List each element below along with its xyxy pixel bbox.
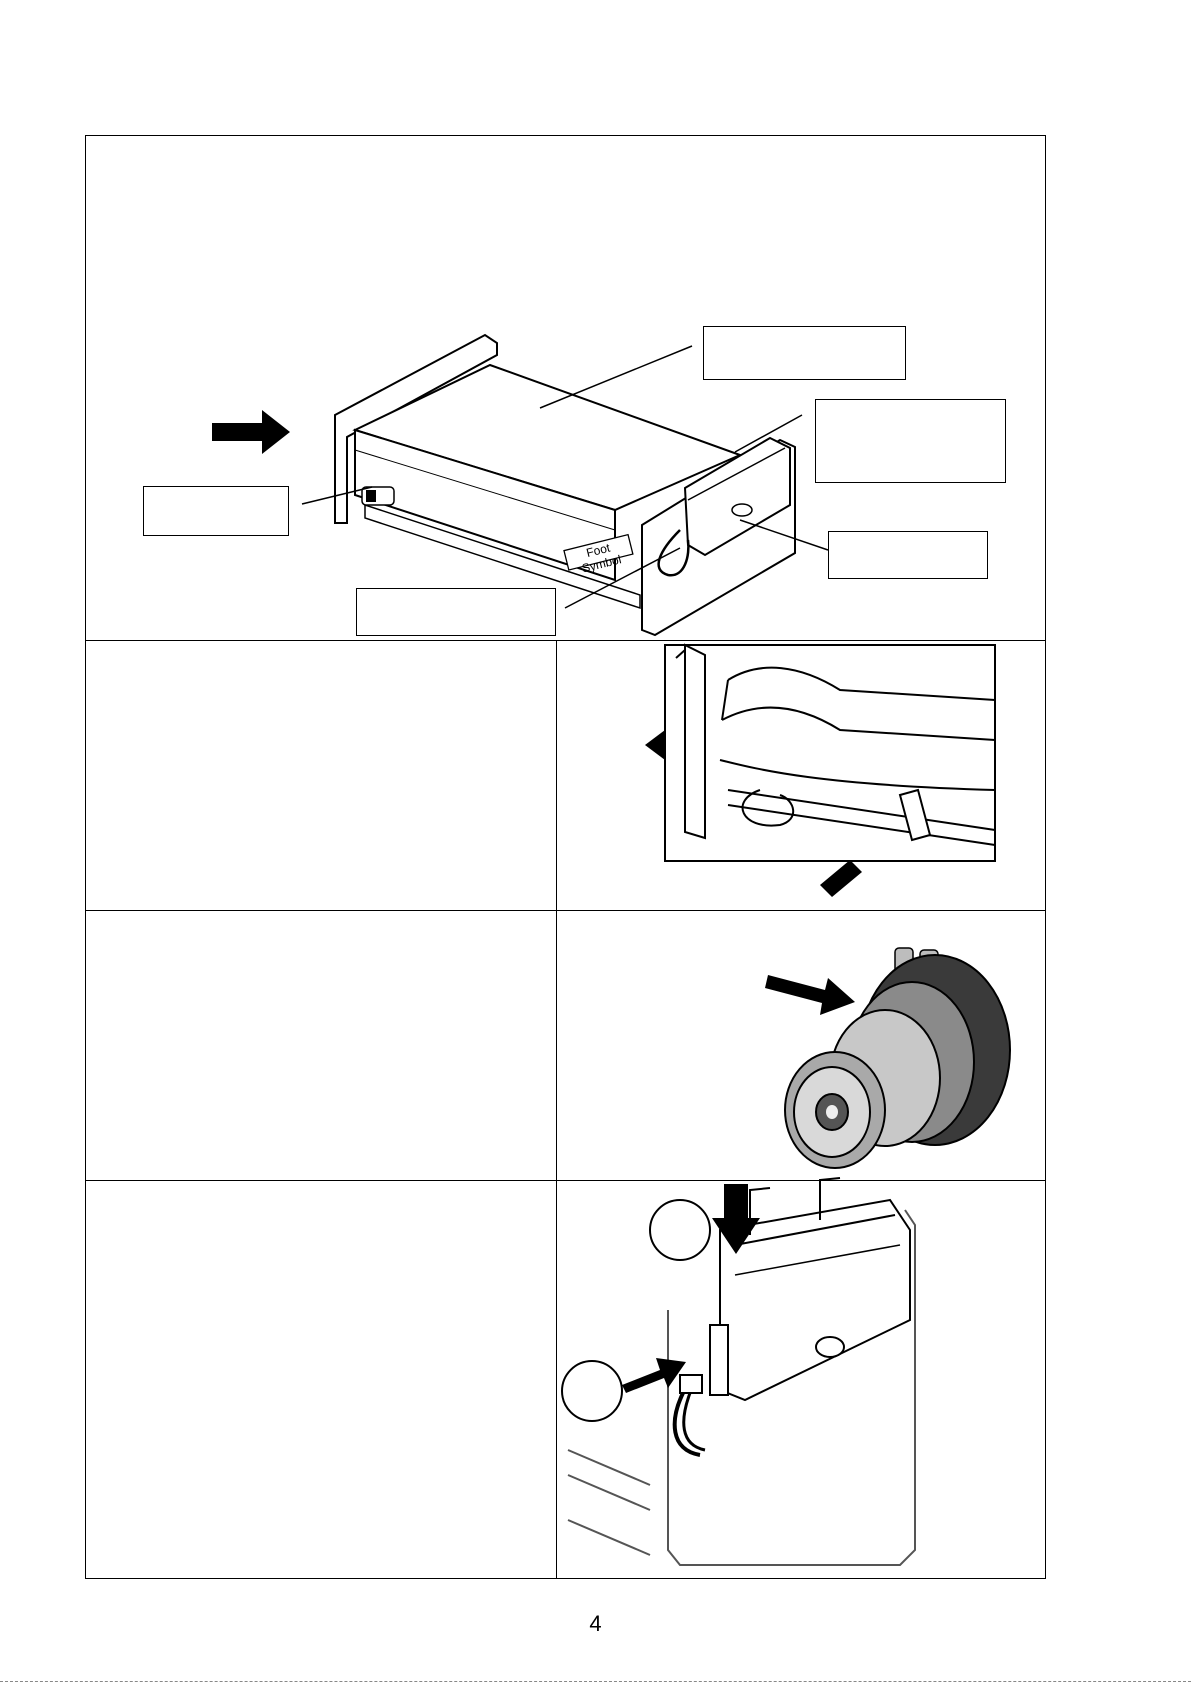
bottom-rule [0,1681,1191,1682]
page-number: 4 [589,1611,602,1636]
foot-symbol-label: Foot Symbol [580,540,623,576]
